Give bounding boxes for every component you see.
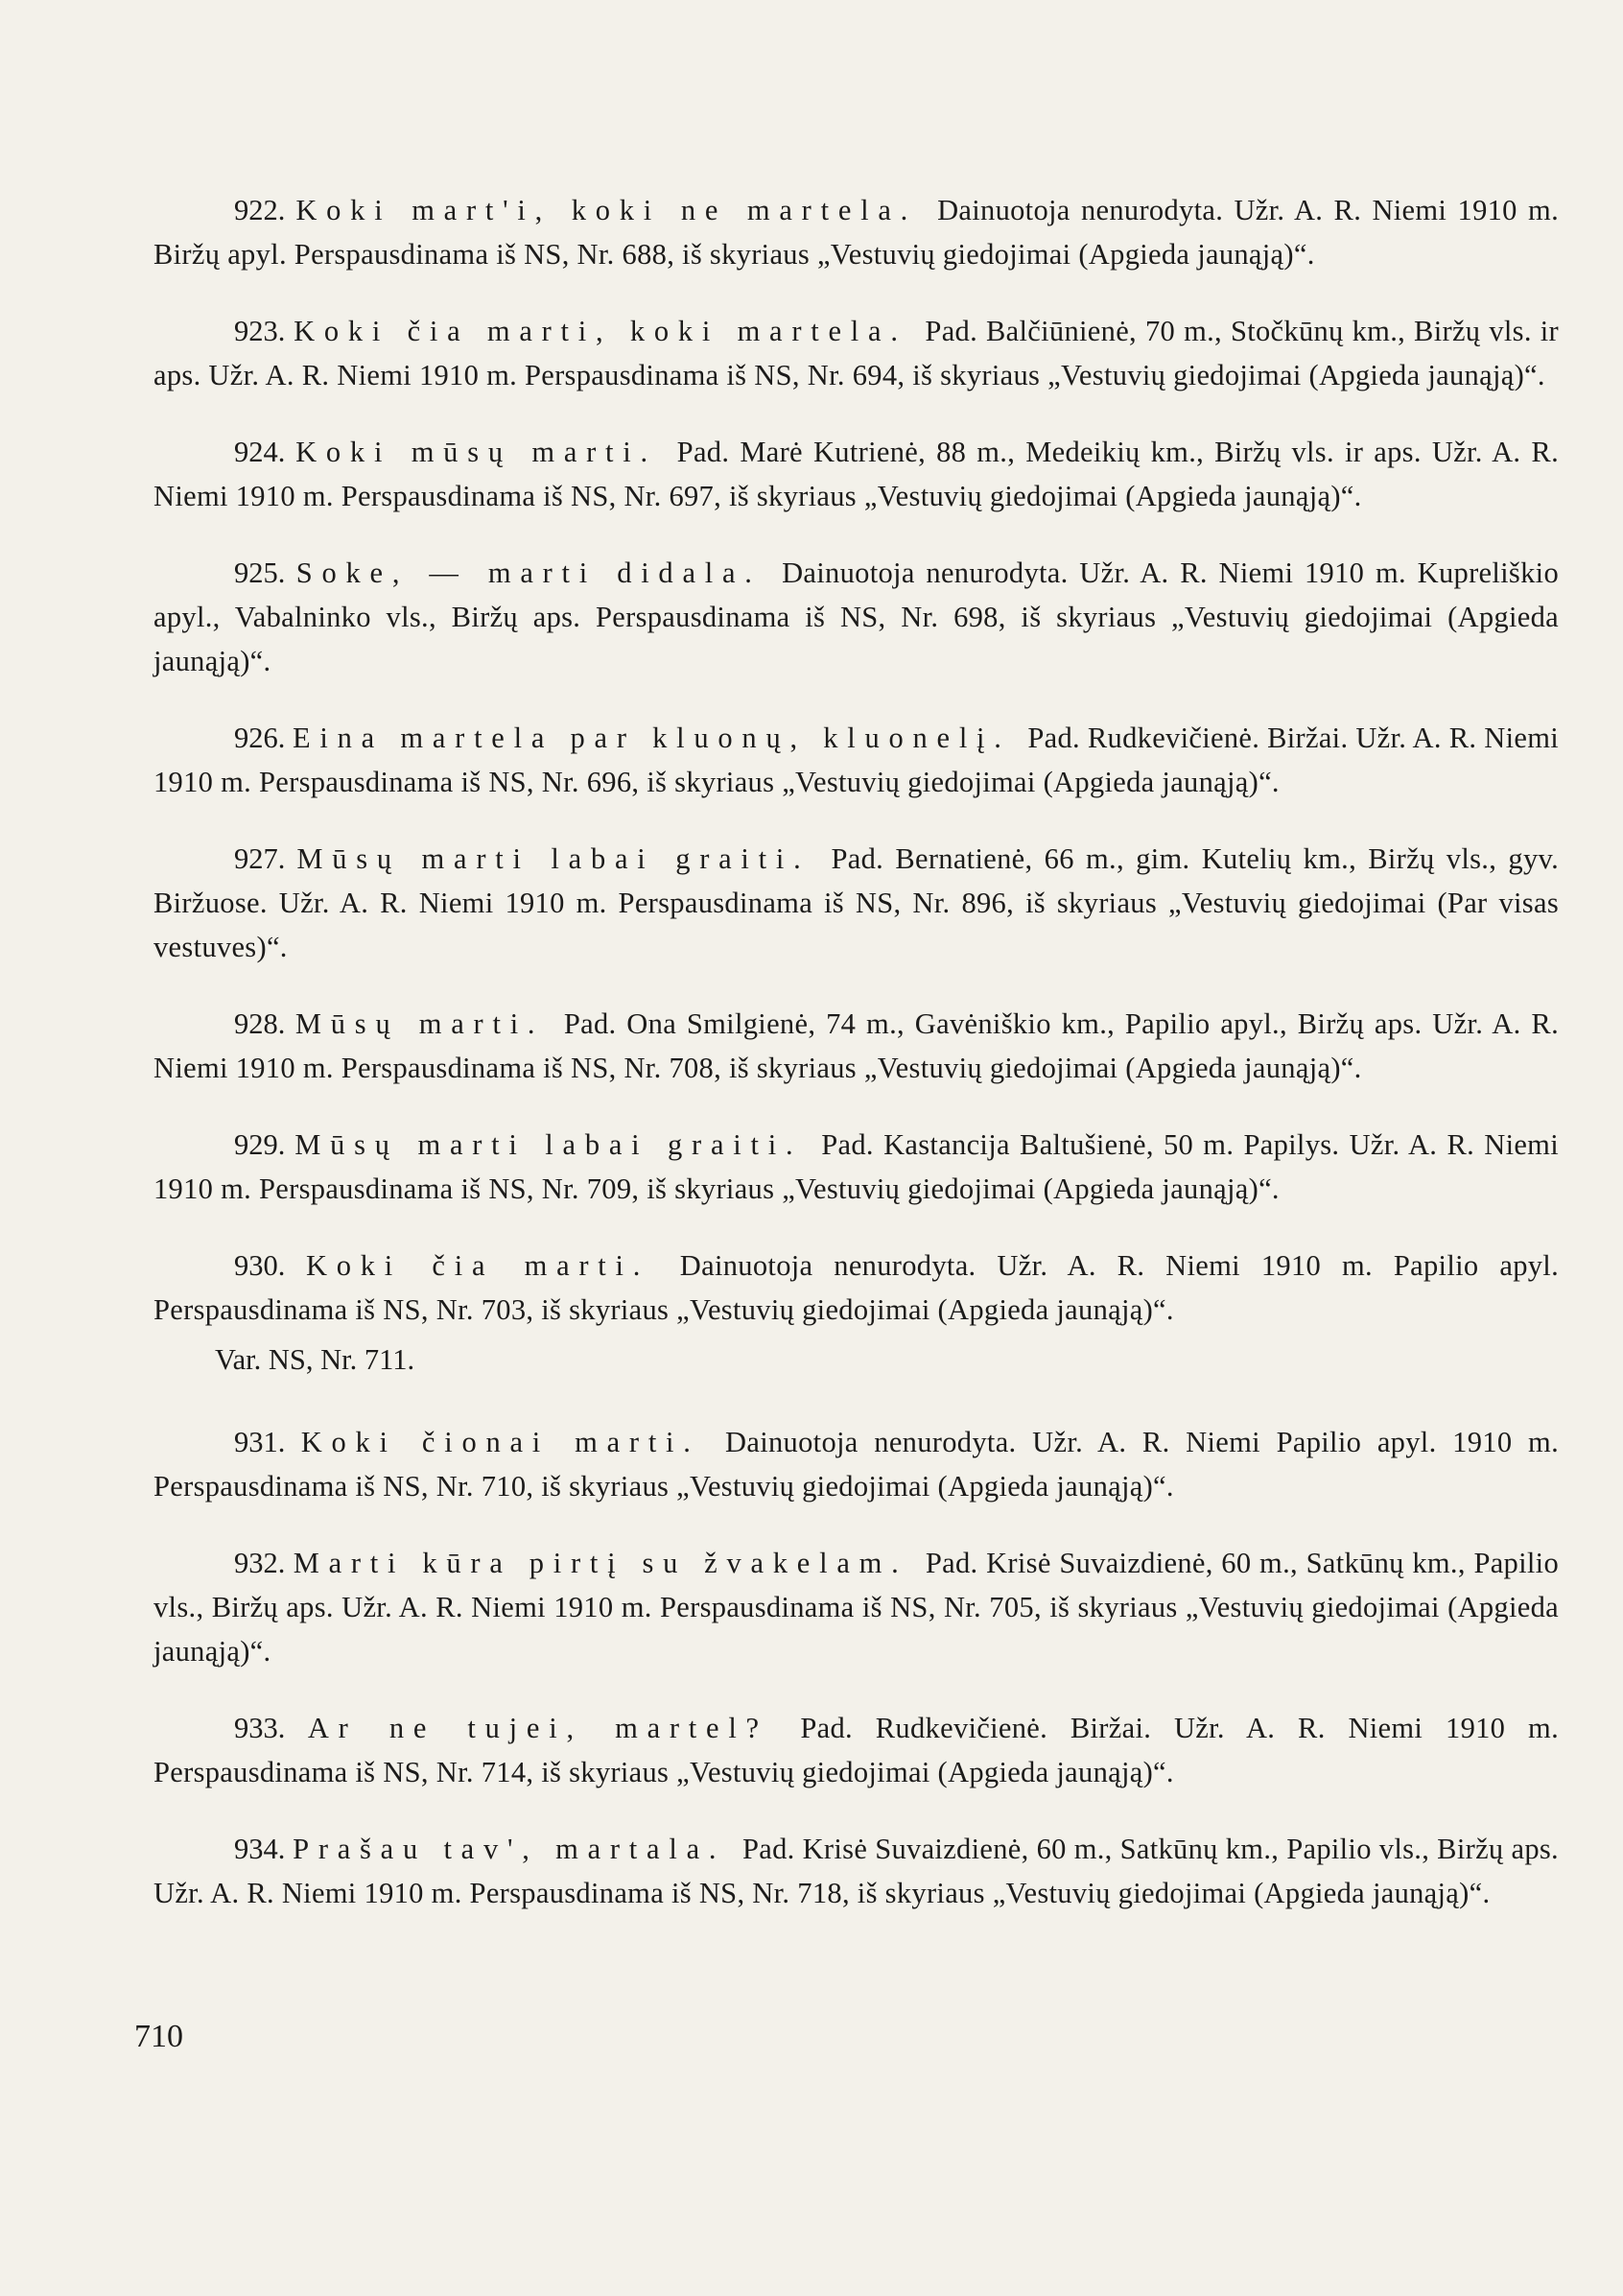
entry-body: Pad. Kastancija Baltušienė, 50 m. Papilys. Užr. A. R. Niemi 1910 m. Perspausdinama iš NS, Nr. 709, iš skyriaus „Vestuvių giedojimai (Apgieda jaunąją)“.: [153, 1128, 1559, 1205]
entry-933: [153, 1706, 1559, 1794]
page-number: 710: [134, 2019, 183, 2054]
entry-927: [153, 837, 1559, 969]
entry-title: Ar ne tujei, martel?: [307, 1712, 768, 1744]
entry-number: 925.: [234, 556, 286, 589]
entry-923: [153, 309, 1559, 397]
entry-body: Pad. Marė Kutrienė, 88 m., Medeikių km., Biržų vls. ir aps. Užr. A. R. Niemi 1910 m. Perspausdinama iš NS, Nr. 697, iš skyriaus „Vestuvių giedojimai (Apgieda jaunąją)“.: [153, 436, 1560, 512]
entry-title: Mūsų marti labai graiti.: [296, 842, 811, 875]
entry-929: [153, 1123, 1559, 1211]
entry-title: Mūsų marti.: [294, 1007, 545, 1040]
entry-number: 927.: [234, 842, 286, 875]
entry-body: Pad. Balčiūnienė, 70 m., Stočkūnų km., Biržų vls. ir aps. Užr. A. R. Niemi 1910 m. Perspausdinama iš NS, Nr. 694, iš skyriaus „Vestuvių giedojimai (Apgieda jaunąją)“.: [153, 315, 1560, 391]
entry-title: Mūsų marti labai graiti.: [294, 1128, 803, 1161]
entry-title: Soke, — marti didala.: [295, 556, 762, 589]
entry-924: [153, 430, 1559, 518]
entry-number: 928.: [234, 1007, 286, 1040]
entry-title: Koki čia marti.: [306, 1249, 650, 1282]
entry-title: Koki mūsų marti.: [295, 436, 657, 468]
entry-title: Koki mart'i, koki ne martela.: [295, 194, 918, 226]
entry-number: 924.: [234, 436, 286, 468]
entries-list: [153, 188, 1559, 1948]
entry-number: 922.: [234, 194, 286, 226]
entry-title: Koki čia marti, koki martela.: [294, 315, 907, 347]
entry-number: 926.: [234, 722, 286, 754]
variant-note: Var. NS, Nr. 711.: [215, 1343, 415, 1376]
entry-body: Pad. Krisė Suvaizdienė, 60 m., Satkūnų km., Papilio vls., Biržų aps. Užr. A. R. Niemi 1910 m. Perspausdinama iš NS, Nr. 718, iš skyriaus „Vestuvių giedojimai (Apgieda jaunąją)“.: [153, 1833, 1559, 1909]
entry-title: Prašau tav', martala.: [293, 1833, 726, 1865]
entry-body: Dainuotoja nenurodyta. Užr. A. R. Niemi 1910 m. Papilio apyl. Perspausdinama iš NS, Nr. 703, iš skyriaus „Vestuvių giedojimai (Apgieda jaunąją)“.: [153, 1249, 1560, 1326]
entry-number: 934.: [234, 1833, 286, 1865]
entry-body: Pad. Ona Smilgienė, 74 m., Gavėniškio km., Papilio apyl., Biržų aps. Užr. A. R. Niemi 1910 m. Perspausdinama iš NS, Nr. 708, iš skyriaus „Vestuvių giedojimai (Apgieda jaunąją)“.: [153, 1007, 1559, 1084]
entry-title: Koki čionai marti.: [300, 1426, 700, 1458]
entry-934: [153, 1827, 1559, 1915]
entry-number: 932.: [234, 1547, 286, 1579]
entry-body: Pad. Rudkevičienė. Biržai. Užr. A. R. Niemi 1910 m. Perspausdinama iš NS, Nr. 714, iš skyriaus „Vestuvių giedojimai (Apgieda jaunąją)“.: [153, 1712, 1560, 1788]
entry-body: Pad. Bernatienė, 66 m., gim. Kutelių km., Biržų vls., gyv. Biržuose. Užr. A. R. Niemi 1910 m. Perspausdinama iš NS, Nr. 896, iš skyriaus „Vestuvių giedojimai (Par visas vestuves)“.: [153, 842, 1560, 963]
entry-body: Dainuotoja nenurodyta. Užr. A. R. Niemi 1910 m. Kupreliškio apyl., Vabalninko vls., Biržų aps. Perspausdinama iš NS, Nr. 698, iš skyriaus „Vestuvių giedojimai (Apgieda jaunąją)“.: [153, 556, 1560, 677]
entry-931: [153, 1420, 1559, 1508]
entry-928: [153, 1002, 1559, 1090]
entry-body: Dainuotoja nenurodyta. Užr. A. R. Niemi 1910 m. Biržų apyl. Perspausdinama iš NS, Nr. 688, iš skyriaus „Vestuvių giedojimai (Apgieda jaunąją)“.: [153, 194, 1560, 271]
entry-925: [153, 551, 1559, 683]
entry-number: 933.: [234, 1712, 286, 1744]
entry-number: 923.: [234, 315, 286, 347]
entry-body: Pad. Krisė Suvaizdienė, 60 m., Satkūnų km., Papilio vls., Biržų aps. Užr. A. R. Niemi 1910 m. Perspausdinama iš NS, Nr. 705, iš skyriaus „Vestuvių giedojimai (Apgieda jaunąją)“.: [153, 1547, 1559, 1668]
entry-number: 930.: [234, 1249, 286, 1282]
entry-title: Marti kūra pirtį su žvakelam.: [293, 1547, 908, 1579]
entry-body: Pad. Rudkevičienė. Biržai. Užr. A. R. Niemi 1910 m. Perspausdinama iš NS, Nr. 696, iš skyriaus „Vestuvių giedojimai (Apgieda jaunąją)“.: [153, 722, 1559, 798]
entry-926: [153, 716, 1559, 804]
entry-922: [153, 188, 1559, 276]
entry-932: [153, 1541, 1559, 1673]
entry-title: Eina martela par kluonų, kluonelį.: [293, 722, 1011, 754]
entry-number: 931.: [234, 1426, 286, 1458]
entry-number: 929.: [234, 1128, 286, 1161]
entry-930: [153, 1243, 1559, 1332]
entry-body: Dainuotoja nenurodyta. Užr. A. R. Niemi Papilio apyl. 1910 m. Perspausdinama iš NS, Nr. 710, iš skyriaus „Vestuvių giedojimai (Apgieda jaunąją)“.: [153, 1426, 1560, 1503]
